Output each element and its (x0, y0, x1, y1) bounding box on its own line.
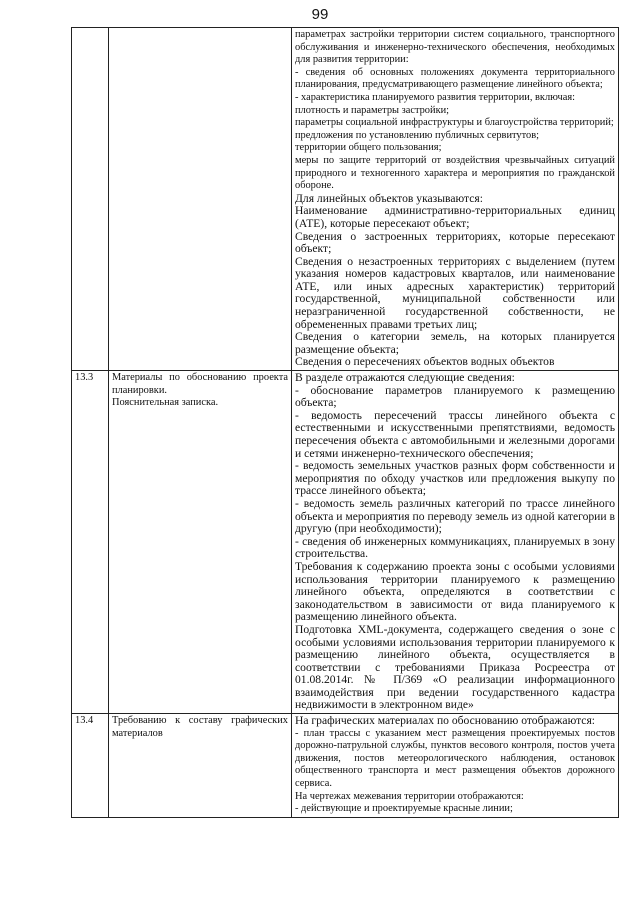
row-title (109, 714, 292, 818)
row-number (72, 28, 109, 371)
paragraph: предложения по установлению публичных сервитутов; (295, 129, 539, 141)
paragraph: Сведения о категории земель, на которых планируется размещение объекта; (295, 330, 615, 356)
paragraph: параметры социальной инфраструктуры и благоустройства территорий; (295, 117, 614, 129)
table-row (72, 28, 619, 371)
paragraph: На графических материалах по обоснованию отображаются: (295, 714, 595, 728)
paragraph: - характеристика планируемого развития территории, включая: (295, 91, 576, 103)
paragraph: Для линейных объектов указываются: (295, 191, 483, 205)
row-title (109, 28, 292, 371)
title-line: Пояснительная записка. (112, 397, 219, 409)
paragraph: Наименование административно-территориальных единиц (АТЕ), которые пересекают объект; (295, 204, 615, 230)
paragraph: - ведомость земельных участков разных форм собственности и мероприятия по обходу участков или предложения выкупу по трассе линейного объекта; (295, 459, 615, 498)
paragraph: Сведения о пересечениях объектов водных объектов (295, 355, 555, 369)
paragraph: - план трассы с указанием мест размещения проектируемых постов дорожно-патрульной службы, пунктов весового контроля, постов учета движения, постов метеорологического наблюдения, остановок общественного транспорта и мест размещения объектов дорожного сервиса. (295, 727, 615, 790)
row-title (109, 371, 292, 714)
page-number: 99 (311, 6, 329, 23)
paragraph: плотность и параметры застройки; (295, 104, 450, 116)
row-content (292, 371, 619, 714)
paragraph: В разделе отражаются следующие сведения: (295, 371, 515, 385)
paragraph: Подготовка XML-документа, содержащего сведения о зоне с особыми условиями использования территории планируемого к размещению линейного объекта, осуществляется в соответствии с требованиями Приказа Росреестра от 01.08.2014г. № П/369 «О реализации информационного взаимодействия при ведении государственного кадастра недвижимости в электронном виде» (295, 622, 615, 712)
paragraph: На чертежах межевания территории отображаются: (295, 790, 524, 802)
paragraph: территории общего пользования; (295, 142, 442, 154)
table-row (72, 714, 619, 818)
paragraph: - ведомость земель различных категорий по трассе линейного объекта и мероприятия по переводу земель из одной категории в другую (при необходимости); (295, 496, 615, 536)
paragraph: Требования к содержанию проекта зоны с особыми условиями использования территории планируемого к размещению линейного объекта, определяются в соответствии с законодательством в зависимости от вида планируемого к размещению линейного объекта. (295, 559, 615, 624)
title-line: Требованию к составу графических материалов (112, 715, 288, 739)
paragraph: Сведения о незастроенных территориях с выделением (путем указания номеров кадастровых кварталов, или наименование АТЕ, или иных адресных характеристик) территорий государственной, муниципальной собственности или неразграниченной государственной собственности, не обремененных правами третьих лиц; (295, 254, 615, 331)
requirements-table (71, 27, 619, 818)
row-content (292, 714, 619, 818)
paragraph: - действующие и проектируемые красные линии; (295, 803, 513, 815)
row-number: 13.4 (72, 714, 109, 818)
paragraph: - сведения об инженерных коммуникациях, планируемых в зону строительства. (295, 534, 615, 561)
paragraph: - ведомость пересечений трассы линейного объекта с естественными и искусственными препятствиями, ведомость пересечения объекта с автомобильными и железными дорогами и сетями инженерно-технического обеспечения; (295, 408, 615, 460)
paragraph: Сведения о застроенных территориях, которые пересекают объект; (295, 229, 615, 256)
title-line: Материалы по обоснованию проекта планировки. (112, 372, 288, 396)
paragraph: - сведения об основных положениях документа территориального планирования, предусматривающего размещение линейного объекта; (295, 66, 615, 91)
row-number: 13.3 (72, 371, 109, 714)
paragraph: меры по защите территорий от воздействия чрезвычайных ситуаций природного и техногенного характера и мероприятия по гражданской обороне. (295, 154, 615, 192)
paragraph: параметрах застройки территории систем социального, транспортного обслуживания и инженерно-технического обеспечения, необходимых для развития территории: (295, 29, 615, 66)
paragraph: - обоснование параметров планируемого к размещению объекта; (295, 383, 615, 410)
table-row (72, 371, 619, 714)
row-content (292, 28, 619, 371)
